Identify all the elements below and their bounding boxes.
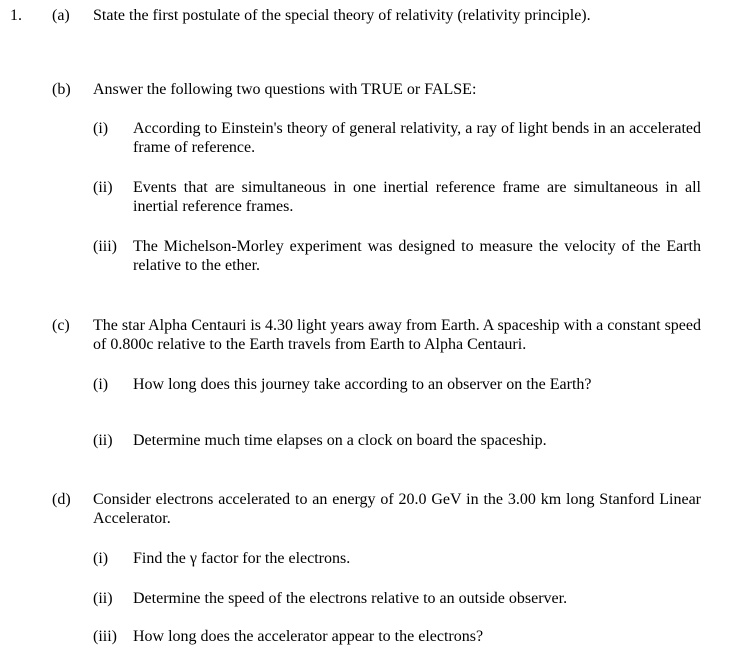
question-number: 1. bbox=[10, 7, 22, 24]
part-d-ii-label: (ii) bbox=[93, 590, 113, 607]
part-d-iii-label: (iii) bbox=[93, 628, 117, 645]
part-d-iii-text: How long does the accelerator appear to the electrons? bbox=[133, 628, 484, 645]
part-a-label: (a) bbox=[52, 7, 70, 24]
part-b-i-text: According to Einstein's theory of general relativity, a ray of light bends in an accelerated frame of reference. bbox=[133, 120, 701, 156]
part-d-i-text: Find the γ factor for the electrons. bbox=[133, 550, 351, 567]
part-c-ii-text: Determine much time elapses on a clock on board the spaceship. bbox=[133, 432, 547, 449]
part-b-ii-text: Events that are simultaneous in one inertial reference frame are simultaneous in all inertial reference frames. bbox=[133, 179, 701, 215]
part-b-iii-label: (iii) bbox=[93, 238, 117, 255]
part-d-label: (d) bbox=[52, 491, 71, 508]
part-c-i-text: How long does this journey take according to an observer on the Earth? bbox=[133, 376, 592, 393]
part-c-ii-label: (ii) bbox=[93, 432, 113, 449]
part-c-text: The star Alpha Centauri is 4.30 light years away from Earth. A spaceship with a constant speed of 0.800c relative to the Earth travels from Earth to Alpha Centauri. bbox=[93, 317, 701, 353]
part-d-text: Consider electrons accelerated to an energy of 20.0 GeV in the 3.00 km long Stanford Linear Accelerator. bbox=[93, 491, 701, 527]
part-c-i-label: (i) bbox=[93, 376, 109, 393]
part-b-iii-text: The Michelson-Morley experiment was designed to measure the velocity of the Earth relative to the ether. bbox=[133, 238, 701, 274]
part-b-ii-label: (ii) bbox=[93, 179, 113, 196]
part-b-i-label: (i) bbox=[93, 120, 109, 137]
part-d-ii-text: Determine the speed of the electrons relative to an outside observer. bbox=[133, 590, 568, 607]
part-b-text: Answer the following two questions with TRUE or FALSE: bbox=[93, 81, 477, 98]
part-c-label: (c) bbox=[52, 317, 70, 334]
part-d-i-label: (i) bbox=[93, 550, 109, 567]
part-a-text: State the first postulate of the special theory of relativity (relativity principle). bbox=[93, 7, 591, 24]
part-b-label: (b) bbox=[52, 81, 71, 98]
